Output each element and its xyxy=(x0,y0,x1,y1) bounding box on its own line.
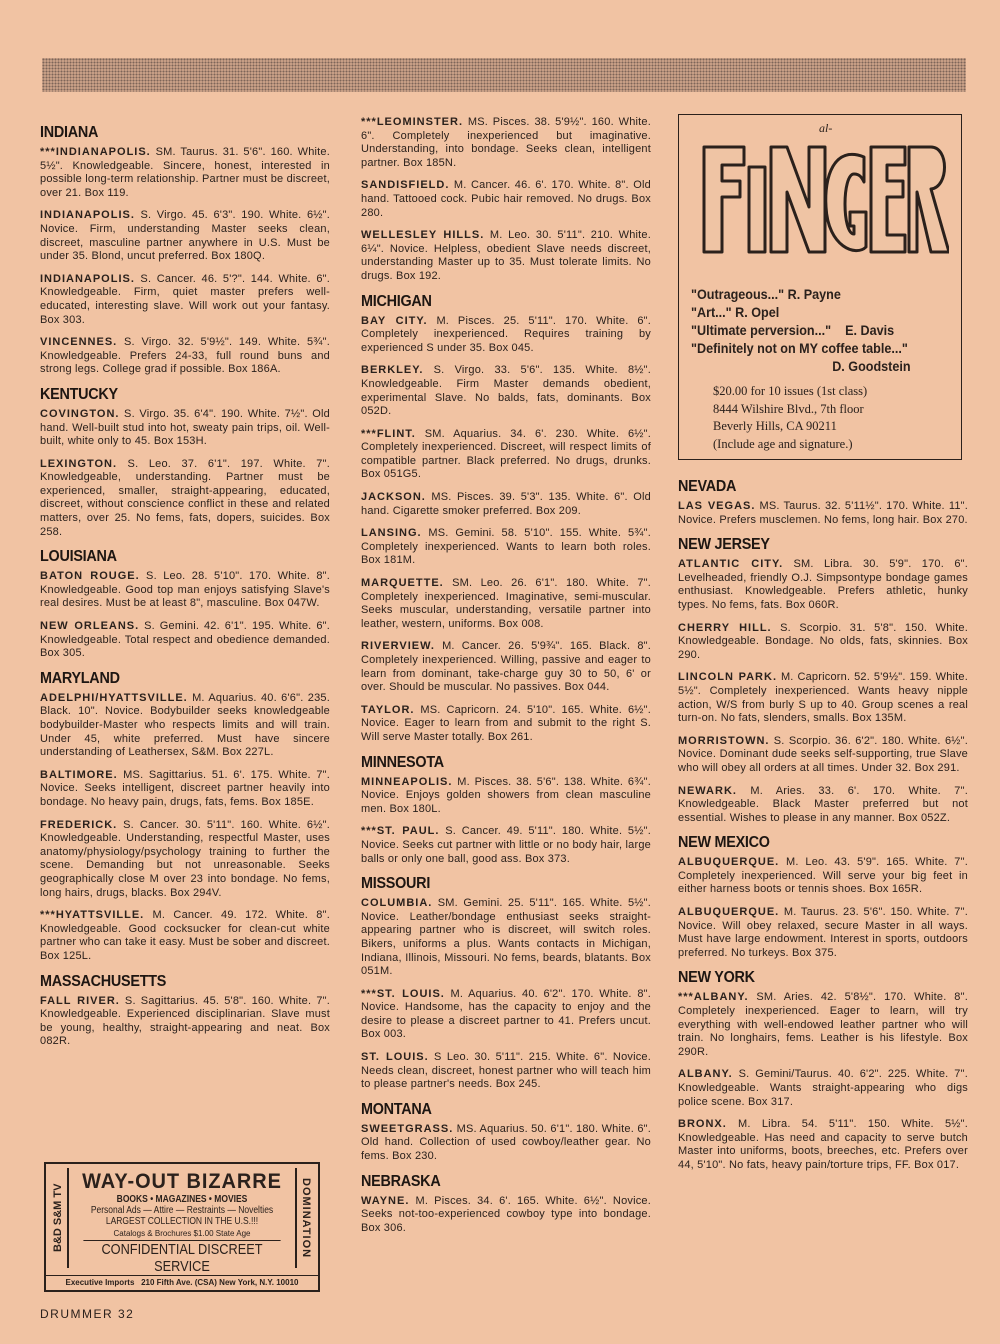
classified-ad xyxy=(361,179,651,220)
classified-ad xyxy=(678,785,968,826)
classified-ad xyxy=(678,991,968,1059)
ad-city: ***INDIANAPOLIS. xyxy=(40,146,151,158)
ad-text: S. Scorpio. 31. 5'8". 150. White. Knowledgeable. Bondage. No olds, fats, skinnies. Box 290. xyxy=(678,621,968,661)
ad-text: M. Pisces. 34. 6'. 165. White. 6½". Novice. Seeks not-too-experienced cowboy type into bondage. Box 306. xyxy=(361,1194,652,1234)
ad-text: S. Gemini. 42. 6'1". 195. White. 6". Knowledgeable. Total respect and obedience demanded. Box 305. xyxy=(40,620,331,660)
note: (Include age and signature.) xyxy=(713,436,853,451)
finger-quotes xyxy=(691,285,927,375)
ad-city: WAYNE. xyxy=(361,1194,410,1207)
state-heading: MARYLAND xyxy=(40,669,120,687)
classified-ad xyxy=(361,1051,651,1092)
ad-line: Catalogs & Brochures $1.00 State Age xyxy=(113,1229,251,1238)
ad-text: S. Leo. 37. 6'1". 197. White. 7". Knowledgeable, understanding. Partner must be experienced, smaller, straight-appearing, educated, discreet, without conscience conflict in these and related matters, over 25. No fems, fats, dopers, suicides. Box 258. xyxy=(40,457,330,538)
ad-text: MS. Aquarius. 50. 6'1". 180. White. 6". Old hand. Collection of used cowboy/leather gear. No fems. Box 230. xyxy=(361,1122,651,1163)
ad-city: BAY CITY. xyxy=(361,314,428,327)
classified-ad xyxy=(361,229,651,283)
ad-text: S. Virgo. 35. 6'4". 190. White. 7½". Old hand. Well-built stud into hot, sweaty pain trips, oil. Well-built, white only to 45. Box 153H. xyxy=(40,407,330,448)
ad-city: BERKLEY. xyxy=(361,364,424,377)
classified-ad xyxy=(40,819,330,901)
ad-text: S. Sagittarius. 45. 5'8". 160. White. 7". Knowledgeable. Experienced disciplinarian. Slave must be young, healthy, straight-appearing and neat. Box 082R. xyxy=(40,994,330,1048)
ad-text: S. Cancer. 30. 5'11". 160. White. 6½". Knowledgeable. Understanding, respectful Master, uses anatomy/physiology/psychology training to further the scene. Demanding but not unreasonable. Seeks geographically close M over 23 into bondage. No fems, long hairs, drugs, blacks. Box 294V. xyxy=(40,818,330,899)
classified-ad xyxy=(678,856,968,897)
classified-ad xyxy=(678,1068,968,1109)
classified-ad xyxy=(40,995,330,1049)
classified-ad xyxy=(40,209,330,263)
classified-ad xyxy=(361,988,651,1042)
ad-city: INDIANAPOLIS. xyxy=(40,209,135,222)
classified-ad xyxy=(40,336,330,377)
ad-city: ***HYATTSVILLE. xyxy=(40,909,145,922)
way-out-bizarre-ad xyxy=(44,1162,320,1292)
state-heading: MICHIGAN xyxy=(361,292,432,310)
ad-city: VINCENNES. xyxy=(40,336,118,349)
ad-text: SM. Libra. 30. 5'9". 170. 6". Levelheaded, friendly O.J. Simpsontype bondage games enthusiast. Knowledgeable. Prefers athletic, hunky types. No fems, fats. Box 060R. xyxy=(678,558,968,611)
ad-text: M. Capricorn. 52. 5'9½". 159. White. 5½". Completely inexperienced. Wants heavy nipple action, W/S from burly S up to 40. Group scenes a real turn-on. No fats, slenders, smalls. Box 135M. xyxy=(678,671,968,725)
classified-ad xyxy=(361,704,651,745)
classified-ad xyxy=(678,500,968,527)
state-heading: MASSACHUSETTS xyxy=(40,972,167,990)
ad-city: ***ST. LOUIS. xyxy=(361,987,445,1000)
ad-city: LAS VEGAS. xyxy=(678,500,756,512)
ad-city: COVINGTON. xyxy=(40,407,120,420)
classified-ad xyxy=(361,428,651,482)
ad-text: M. Cancer. 26. 5'9¾". 165. Black. 8". Completely inexperienced. Willing, passive and eager to learn from dominant, take-charge guy 30 to 50, 6' or over. Should be muscular. No passives. Box 044. xyxy=(361,640,651,694)
ad-text: MS. Sagittarius. 51. 6'. 175. White. 7". Novice. Seeks intelligent, discreet partner heavily into bondage. No heavy pain, drugs, fats, fems. Box 185E. xyxy=(40,768,330,808)
classified-ad xyxy=(361,527,651,568)
state-heading: NEW JERSEY xyxy=(678,536,770,554)
ad-text: S. Virgo. 45. 6'3". 190. White. 6½". Novice. Firm, understanding Master seeks clean, discreet, masculine partner anywhere in U.S. Must be under 35. Blond, uncut preferred. Box 180Q. xyxy=(40,209,331,263)
ad-text: M. Pisces. 38. 5'6". 138. White. 6¾". Novice. Enjoys golden showers from clean masculine men. Box 180L. xyxy=(361,775,651,815)
ad-text: S. Gemini/Taurus. 40. 6'2". 225. White. 7". Knowledgeable. Wants straight-appearing who digs police scene. Box 317. xyxy=(678,1068,968,1108)
ad-text: S. Virgo. 32. 5'9½". 149. White. 5¾". Knowledgeable. Prefers 24-33, full round buns and strong legs. College grad if possible. Box 186A. xyxy=(40,336,330,376)
classified-ad xyxy=(40,769,330,810)
classified-ad xyxy=(40,692,330,760)
ad-city: RIVERVIEW. xyxy=(361,640,435,653)
ad-text: SM. Leo. 26. 6'1". 180. White. 7". Completely inexperienced. Imaginative, semi-muscular. Seeks muscular, understanding, versatile partner into leather, western, uniforms. Box 008. xyxy=(361,577,651,630)
ad-text: MS. Pisces. 39. 5'3". 135. White. 6". Old hand. Cigarette smoker preferred. Box 209. xyxy=(361,491,651,517)
ad-text: M. Pisces. 25. 5'11". 170. White. 6". Completely inexperienced. Requires training by experienced S under 35. Box 045. xyxy=(361,314,651,354)
ad-city: INDIANAPOLIS. xyxy=(40,272,135,285)
classified-ad xyxy=(678,622,968,663)
ad-city: ATLANTIC CITY. xyxy=(678,558,784,571)
column-3 xyxy=(678,470,968,1182)
classified-ad xyxy=(361,1195,651,1236)
state-heading: MISSOURI xyxy=(361,875,431,893)
address-line: Beverly Hills, CA 90211 xyxy=(713,419,837,433)
classified-ad xyxy=(361,640,651,694)
column-2 xyxy=(361,116,651,1244)
ad-city: FREDERICK. xyxy=(40,818,118,831)
classified-ad xyxy=(361,315,651,356)
state-heading: INDIANA xyxy=(40,124,99,141)
classified-ad xyxy=(361,825,651,866)
ad-city: SWEETGRASS. xyxy=(361,1122,454,1135)
ad-address: Executive Imports 210 Fifth Ave. (CSA) New York, N.Y. 10010 xyxy=(46,1275,318,1287)
ad-title: WAY-OUT BIZARRE xyxy=(82,1170,282,1193)
state-heading: LOUISIANA xyxy=(40,548,117,566)
classified-ad xyxy=(361,577,651,631)
ad-text: M. Taurus. 23. 5'6". 150. White. 7". Novice. Will obey relaxed, secure Master in all ways. Must have large endowment. Interest in sports, outdoors preferred. No turkeys. Box 375. xyxy=(678,906,968,959)
ad-city: ***ST. PAUL. xyxy=(361,825,440,838)
classified-ad xyxy=(40,273,330,327)
quote: "Art..." R. Opel xyxy=(691,304,780,320)
quote: "Ultimate perversion..." E. Davis xyxy=(691,322,895,338)
ad-city: ST. LOUIS. xyxy=(361,1051,429,1064)
ad-side-label: DOMINATION xyxy=(295,1168,315,1268)
ad-text: MS. Gemini. 58. 5'10". 155. White. 5¾". Completely inexperienced. Wants to learn both roles. Box 181M. xyxy=(361,527,651,567)
ad-text: SM. Gemini. 25. 5'11". 165. White. 5½". Novice. Leather/bondage enthusiast seeks straight-appearing partner who is discreet, will switch roles. Bikers, uniforms a plus. Wants contacts in Michigan, Indiana, Illinois, Missouri. No fems, beards, blatants. Box 051M. xyxy=(361,897,651,978)
state-heading: NEVADA xyxy=(678,478,737,495)
ad-city: ADELPHI/HYATTSVILLE. xyxy=(40,691,188,704)
classified-ad xyxy=(361,897,651,979)
ad-city: CHERRY HILL. xyxy=(678,621,772,634)
ad-line: BOOKS • MAGAZINES • MOVIES xyxy=(116,1194,248,1205)
ad-text: MS. Pisces. 38. 5'9½". 160. White. 6". Completely inexperienced but imaginative. Understanding, into bondage. Seeks clean, intelligent partner. Box 185N. xyxy=(361,116,651,169)
classified-ad xyxy=(678,671,968,725)
address-line: 8444 Wilshire Blvd., 7th floor xyxy=(713,401,864,416)
state-heading: KENTUCKY xyxy=(40,385,118,403)
ad-text: M. Cancer. 46. 6'. 170. White. 8". Old hand. Tattooed cock. Pubic hair removed. No drugs. Box 280. xyxy=(361,179,651,219)
ad-text: MS. Capricorn. 24. 5'10". 165. White. 6½". Novice. Eager to learn from and submit to the right S. Will serve Master totally. Box 261. xyxy=(361,703,651,743)
ad-city: ALBANY. xyxy=(678,1068,733,1081)
ad-city: LINCOLN PARK. xyxy=(678,671,778,684)
ad-city: BATON ROUGE. xyxy=(40,570,140,583)
classified-ad xyxy=(361,1123,651,1164)
state-heading: MONTANA xyxy=(361,1100,432,1118)
ad-text: M. Cancer. 49. 172. White. 8". Knowledgeable. Good cocksucker for clean-cut white partner who can take it easy. Must be sober and discreet. Box 125L. xyxy=(40,909,331,962)
finger-ad xyxy=(678,114,962,460)
classified-ad xyxy=(361,364,651,418)
ad-text: MS. Taurus. 32. 5'11½". 170. White. 11". Novice. Prefers musclemen. No fems, long hair. Box 270. xyxy=(678,500,968,526)
classified-ad xyxy=(40,570,330,611)
ad-city: MORRISTOWN. xyxy=(678,734,770,747)
ad-text: M. Aquarius. 40. 6'2". 170. White. 8". Novice. Handsome, has the capacity to enjoy and the desire to please a discreet partner to 41. Prefers uncut. Box 003. xyxy=(361,987,651,1041)
classified-ad xyxy=(40,408,330,449)
ad-city: BRONX. xyxy=(678,1118,727,1131)
ad-city: ALBUQUERQUE. xyxy=(678,906,780,919)
ad-text: S. Cancer. 46. 5'?". 144. White. 6". Knowledgeable. Firm, quiet master prefers well-educated, interesting slave. Will work out your fantasy. Box 303. xyxy=(40,272,330,326)
ad-city: NEW ORLEANS. xyxy=(40,620,140,633)
ad-city: COLUMBIA. xyxy=(361,897,433,910)
ad-city: NEWARK. xyxy=(678,784,737,797)
ad-city: TAYLOR. xyxy=(361,703,415,716)
finger-logo-prefix: al- xyxy=(819,121,833,135)
ad-city: ***ALBANY. xyxy=(678,991,749,1004)
classified-ad xyxy=(40,458,330,540)
ad-text: S. Cancer. 49. 5'11". 180. White. 5½". Novice. Seeks cut partner with little or no body hair, large balls or only one ball, good ass. Box 373. xyxy=(361,825,651,865)
classified-ad xyxy=(361,491,651,518)
ad-city: JACKSON. xyxy=(361,491,426,504)
ad-city: MARQUETTE. xyxy=(361,577,444,590)
ad-city: ***FLINT. xyxy=(361,427,416,440)
ad-text: M. Leo. 43. 5'9". 165. White. 7". Completely inexperienced. Will serve your big feet in either harness boots or tennis shoes. Box 165R. xyxy=(678,856,968,896)
state-heading: NEBRASKA xyxy=(361,1172,441,1190)
ad-city: WELLESLEY HILLS. xyxy=(361,229,485,242)
ad-line: LARGEST COLLECTION IN THE U.S.!!! xyxy=(105,1216,259,1227)
state-heading: MINNESOTA xyxy=(361,753,444,771)
classified-ad xyxy=(40,620,330,661)
ad-text: S. Virgo. 33. 5'6". 135. White. 8½". Knowledgeable. Firm Master demands obedient, experimental Slave. No balds, fats, dominants. Box 052D. xyxy=(361,364,652,418)
classified-ad xyxy=(40,909,330,963)
ad-text: M. Libra. 54. 5'11". 150. White. 5½". Knowledgeable. Has need and capacity to serve butch Master into uniforms, boots, breeches, etc. Prefers over 44, 5'10". No fats, heavy pain/torture trips, FF. Box 017. xyxy=(678,1118,968,1171)
state-heading: NEW YORK xyxy=(678,969,755,987)
finger-logo-art xyxy=(699,137,949,267)
classified-ad xyxy=(678,735,968,776)
quote: "Outrageous..." R. Payne xyxy=(691,286,841,302)
ad-text: S. Scorpio. 36. 6'2". 180. White. 6½". Novice. Dominant dude seeks self-supporting, true Slave who will obey all orders at all times. Under 32. Box 291. xyxy=(678,734,968,774)
classified-ad xyxy=(678,906,968,960)
quote-author: D. Goodstein xyxy=(832,358,911,374)
column-1 xyxy=(40,116,330,1058)
halftone-header-bar xyxy=(42,58,966,92)
ad-line: Personal Ads — Attire — Restraints — Novelties xyxy=(90,1205,274,1216)
ad-text: S. Leo. 28. 5'10". 170. White. 8". Knowledgeable. Good top man enjoys satisfying Slave's real desires. Must be at least 8", masculine. Box 047W. xyxy=(40,570,330,610)
ad-text: S Leo. 30. 5'11". 215. White. 6". Novice. Needs clean, discreet, honest partner who will teach him to please partner's needs. Box 245. xyxy=(361,1051,651,1091)
classified-ad xyxy=(361,776,651,817)
classified-ad xyxy=(361,116,651,170)
subscription-price: $20.00 for 10 issues (1st class) xyxy=(713,384,868,398)
ad-text: SM. Aquarius. 34. 6'. 230. White. 6½". Completely inexperienced. Discreet, will respect limits of compatible partner. Black preferred. No drugs, drunks. Box 051G5. xyxy=(361,427,651,481)
ad-city: LEXINGTON. xyxy=(40,457,118,470)
classified-ad xyxy=(678,1118,968,1172)
ad-city: SANDISFIELD. xyxy=(361,179,450,192)
ad-text: SM. Taurus. 31. 5'6". 160. White. 5½". Knowledgeable. Sincere, honest, interested in possible long-term relationship. Partner must be discreet, over 21. Box 119. xyxy=(40,146,330,199)
ad-city: ***LEOMINSTER. xyxy=(361,116,464,128)
ad-city: MINNEAPOLIS. xyxy=(361,775,453,788)
state-heading: NEW MEXICO xyxy=(678,834,770,852)
ad-city: FALL RIVER. xyxy=(40,994,120,1007)
ad-text: M. Leo. 30. 5'11". 210. White. 6¼". Novice. Helpless, obedient Slave needs discreet, understanding Master up to 35. Must tolerate limits. No drugs. Box 192. xyxy=(361,229,651,282)
ad-line: CONFIDENTIAL DISCREET SERVICE xyxy=(83,1240,280,1275)
ad-city: LANSING. xyxy=(361,527,422,540)
ad-text: M. Aquarius. 40. 6'6". 235. Black. 10". Novice. Bodybuilder seeks knowledgeable bodybuilder-Master who respects limits and will train. Under 45, white preferred. Must have sincere understanding of Leathersex, S&M. Box 227L. xyxy=(40,691,330,759)
quote: "Definitely not on MY coffee table..." xyxy=(691,340,908,356)
ad-city: BALTIMORE. xyxy=(40,768,118,781)
ad-text: SM. Aries. 42. 5'8½". 170. White. 8". Completely inexperienced. Eager to learn, will try everything with well-endowed leather partner who will train. No longhairs, fems. Leather is his lifestyle. Box 290R. xyxy=(678,991,968,1058)
ad-text: M. Aries. 33. 6'. 170. White. 7". Knowledgeable. Black Master preferred but not essential. Wishes to please in any manner. Box 052Z. xyxy=(678,784,968,824)
ad-city: ALBUQUERQUE. xyxy=(678,856,780,869)
classified-ad xyxy=(40,146,330,200)
classified-ad xyxy=(678,558,968,612)
ad-side-label: B&D S&M TV xyxy=(49,1168,69,1268)
page-footer: DRUMMER 32 xyxy=(40,1307,135,1321)
subscription-info xyxy=(713,383,867,453)
